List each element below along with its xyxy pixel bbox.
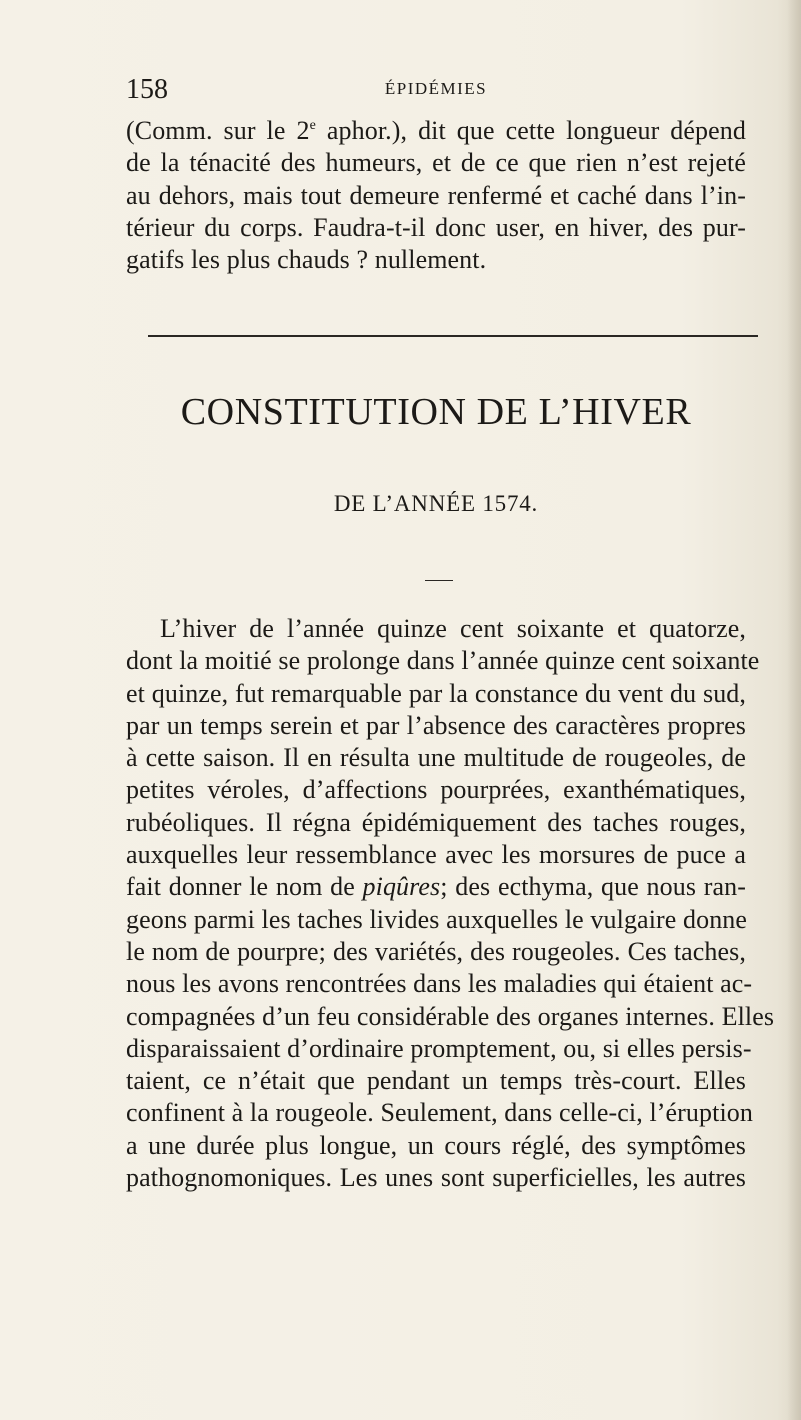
- section-title: CONSTITUTION DE L’HIVER: [180, 391, 692, 433]
- text-line: rubéoliques. Il régna épidémiquement des taches rouges,: [126, 807, 746, 837]
- text-line: pathognomoniques. Les unes sont superficielles, les autres: [126, 1163, 746, 1193]
- page-header: [126, 72, 746, 108]
- text-line: gatifs les plus chauds ? nullement.: [126, 245, 487, 275]
- text-line: disparaissaient d’ordinaire promptement, ou, si elles persis-: [126, 1033, 752, 1063]
- text-line: térieur du corps. Faudra-t-il donc user, en hiver, des pur-: [126, 212, 746, 242]
- running-head: ÉPIDÉMIES: [384, 79, 488, 98]
- text-line: confinent à la rougeole. Seulement, dans celle-ci, l’éruption: [126, 1098, 753, 1128]
- page-edge-shadow: [787, 0, 801, 1420]
- text-line: au dehors, mais tout demeure renfermé et caché dans l’in-: [126, 180, 746, 210]
- text-line: à cette saison. Il en résulta une multitude de rougeoles, de: [126, 743, 746, 773]
- italic-term: piqûres: [362, 872, 441, 902]
- text-line: de la ténacité des humeurs, et de ce que rien n’est rejeté: [126, 148, 746, 178]
- superscript: e: [309, 118, 316, 133]
- text-line: fait donner le nom de piqûres; des ecthyma, que nous ran-: [126, 872, 746, 902]
- text-line: (Comm. sur le 2e aphor.), dit que cette longueur dépend: [126, 116, 746, 145]
- text-line: compagnées d’un feu considérable des organes internes. Elles: [126, 1001, 775, 1031]
- page-number: 158: [126, 74, 168, 105]
- body-paragraph: [126, 613, 775, 1194]
- text-line: L’hiver de l’année quinze cent soixante et quatorze,: [160, 614, 746, 643]
- text-line: petites véroles, d’affections pourprées, exanthématiques,: [126, 775, 746, 805]
- text-line: le nom de pourpre; des variétés, des rougeoles. Ces taches,: [126, 936, 746, 966]
- text-line: dont la moitié se prolonge dans l’année quinze cent soixante: [126, 646, 760, 676]
- text-line: geons parmi les taches livides auxquelles le vulgaire donne: [126, 904, 748, 934]
- section-subtitle: DE L’ANNÉE 1574.: [333, 491, 539, 516]
- short-divider: [425, 580, 453, 581]
- text-line: et quinze, fut remarquable par la constance du vent du sud,: [126, 678, 746, 708]
- text-line: auxquelles leur ressemblance avec les morsures de puce a: [126, 840, 746, 870]
- text-line: par un temps serein et par l’absence des caractères propres: [126, 710, 746, 740]
- intro-paragraph: [126, 115, 746, 276]
- text-line: taient, ce n’était que pendant un temps très-court. Elles: [126, 1066, 746, 1096]
- text-line: a une durée plus longue, un cours réglé, des symptômes: [126, 1130, 746, 1160]
- text-line: nous les avons rencontrées dans les maladies qui étaient ac-: [126, 969, 753, 999]
- section-rule: [148, 335, 758, 337]
